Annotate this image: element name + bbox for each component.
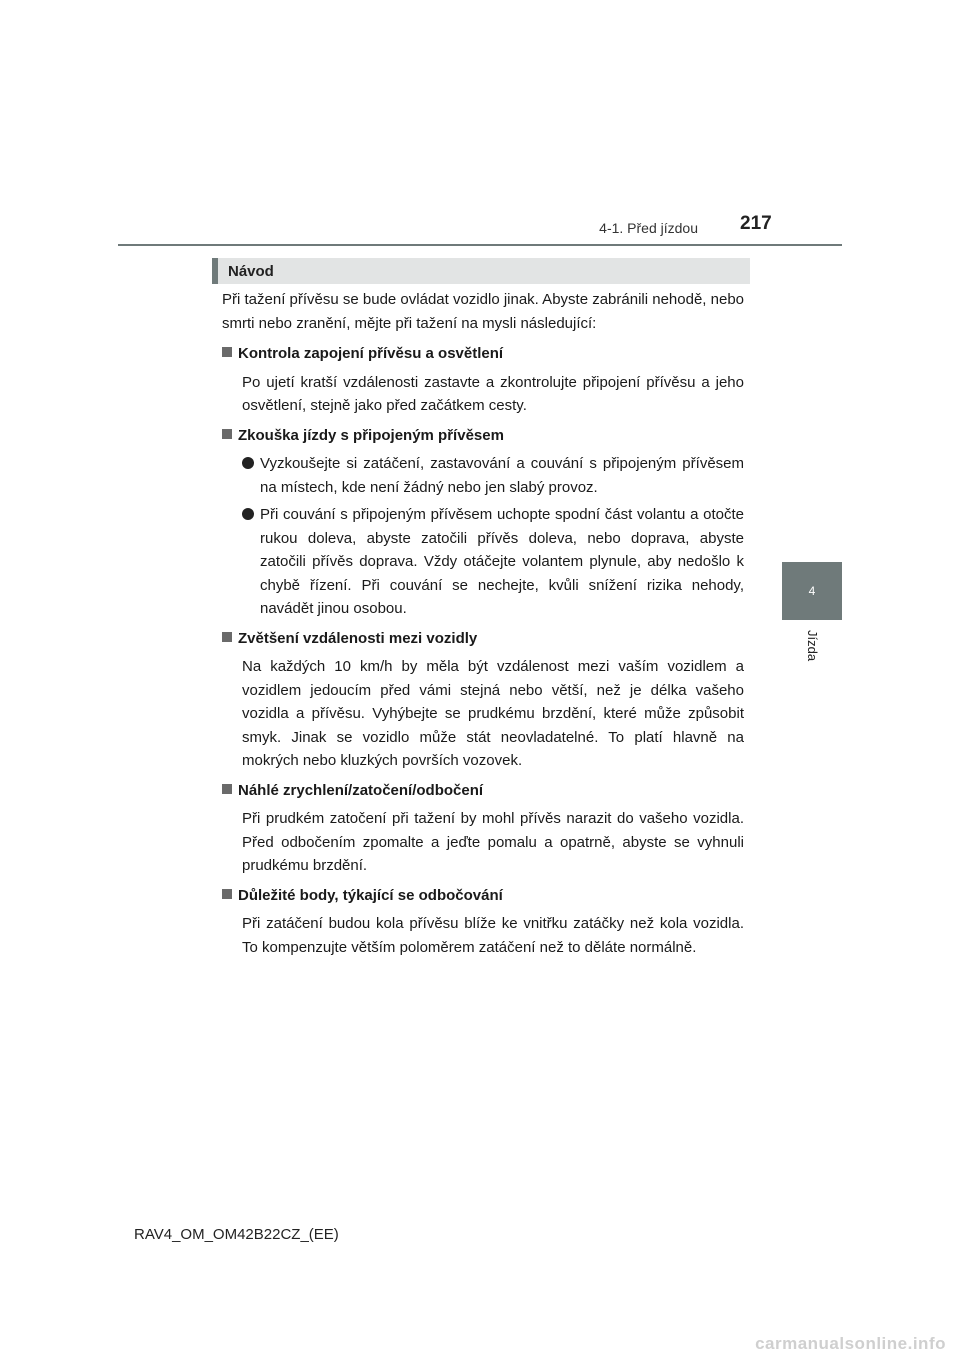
chapter-label: Jízda [805,630,820,662]
square-bullet-icon [222,347,232,357]
section-title-text: Zkouška jízdy s připojeným přívěsem [238,426,504,444]
square-bullet-icon [222,429,232,439]
chapter-tab [782,562,842,620]
section-title-text: Důležité body, týkající se odbočování [238,886,503,904]
square-bullet-icon [222,632,232,642]
chapter-number: 4 [808,584,816,598]
section-distance [222,627,744,773]
section-title [222,779,744,803]
document-code: RAV4_OM_OM42B22CZ_(EE) [134,1226,339,1243]
circle-bullet-icon [242,508,254,520]
list-item-text: Vyzkoušejte si zatáčení, zastavování a couvání s připojeným přívěsem na místech, kde není žádný nebo jen slabý provoz. [260,455,744,496]
square-bullet-icon [222,784,232,794]
section-title-text: Zvětšení vzdálenosti mezi vozidly [238,629,478,647]
section-title [222,627,744,651]
section-label: 4-1. Před jízdou [599,220,698,236]
section-body: Při prudkém zatočení při tažení by mohl přívěs narazit do vašeho vozidla. Před odbočením zpomalte a jeďte pomalu a opatrně, abyste se vyhnuli prudkému brzdění. [242,810,744,874]
box-title [212,258,750,284]
page-header [0,0,960,250]
section-title [222,342,744,366]
page-number: 217 [740,213,772,234]
section-title [222,424,744,448]
header-rule [118,244,842,246]
section-body: Při zatáčení budou kola přívěsu blíže ke vnitřku zatáčky než kola vozidla. To kompenzujte větším poloměrem zatáčení než to děláte normálně. [242,915,744,956]
section-title [222,884,744,908]
section-turning [222,884,744,960]
intro-paragraph: Při tažení přívěsu se bude ovládat vozidlo jinak. Abyste zabránili nehodě, nebo smrti nebo zranění, mějte při tažení na mysli následující: [222,291,744,332]
list-item-text: Při couvání s připojeným přívěsem uchopte spodní část volantu a otočte rukou doleva, abyste zatočili přívěs doleva, nebo doprava, abyste zatočili přívěs doprava. Vždy otáčejte volantem plynule, aby nedošlo k chybě řízení. Při couvání se nechejte, kvůli snížení rizika nehody, navádět jinou osobou. [260,506,744,617]
list-item [242,452,744,499]
section-title-text: Kontrola zapojení přívěsu a osvětlení [238,345,504,362]
section-body: Na každých 10 km/h by měla být vzdálenost mezi vaším vozidlem a vozidlem jedoucím před vámi stejná nebo větší, než je délka vašeho vozidla a přívěsu. Vyhýbejte se prudkému brzdění, které může způsobit smyk. Jinak se vozidlo může stát neovladatelné. To platí hlavně na mokrých nebo kluzkých površích vozovek. [242,658,744,769]
square-bullet-icon [222,889,232,899]
watermark: carmanualsonline.info [755,1334,946,1353]
list-item [242,503,744,621]
box-title-text: Návod [228,262,274,280]
section-title-text: Náhlé zrychlení/zatočení/odbočení [238,781,484,799]
section-trailer-check [222,342,744,418]
circle-bullet-icon [242,457,254,469]
section-test-drive [222,424,744,621]
section-sudden-maneuvers [222,779,744,878]
main-content [222,288,744,965]
section-body: Po ujetí kratší vzdálenosti zastavte a zkontrolujte připojení přívěsu a jeho osvětlení, stejně jako před začátkem cesty. [242,373,744,414]
